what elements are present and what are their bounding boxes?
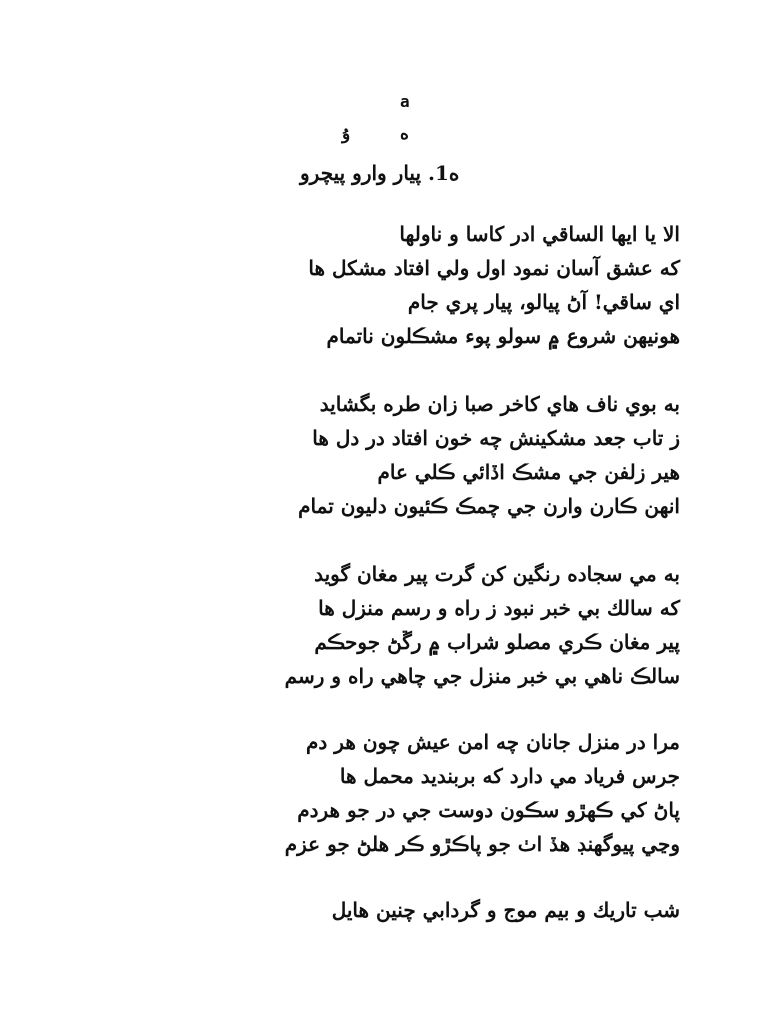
verse-line: به بوي ناف هاي كاخر صبا زان طره بگشايد: [319, 392, 680, 416]
verse-line: جرس فرياد مي دارد كه بربنديد محمل ها: [339, 764, 680, 788]
verse-line: وڃي پيوگهنڊ هڏ اٺ جو پاڪڙو ڪر هلڻ جو عزم: [284, 832, 680, 856]
verse-line: كه سالك بي خبر نبود ز راه و رسم منزل ها: [318, 596, 680, 620]
verse-line: هونيهن شروع ۾ سولو پوء مشڪلون ناتمام: [326, 324, 680, 348]
verse-line: سالڪ ناهي بي خبر منزل جي چاهي راه و رسم: [284, 664, 680, 688]
verse-line: ز تاب جعد مشكينش چه خون افتاد در دل ها: [312, 426, 680, 450]
verse-line: به مي سجاده رنگين كن گرت پير مغان گويد: [314, 562, 680, 586]
verse-line: اي ساقي! آڻ پيالو، پيار پري جام: [407, 290, 680, 314]
verse-line: پاڻ کي ڪهڙو سڪون دوست جي در جو هردم: [297, 798, 680, 822]
poem-title: ه1. پيار وارو پيچرو: [300, 161, 460, 185]
verse-line: مرا در منزل جانان چه امن عيش چون هر دم: [306, 730, 680, 754]
verse-line: شب تاريك و بيم موج و گردابي چنين هايل: [331, 898, 680, 922]
verse-line: الا يا ايها الساقي ادر كاسا و ناولها: [399, 222, 680, 246]
verse-line: كه عشق آسان نمود اول ولي افتاد مشكل ها: [308, 256, 680, 280]
verse-line: انهن ڪارن وارن جي چمڪ ڪئيون دليون تمام: [298, 494, 680, 518]
header-letter-heh: ه: [400, 124, 409, 144]
verse-line: پير مغان ڪري مصلو شراب ۾ رڱڻ جوحڪم: [314, 630, 680, 654]
header-letter-waw: ۇ: [342, 124, 351, 144]
verse-line: هير زلفن جي مشڪ اڏائي ڪلي عام: [377, 460, 680, 484]
header-letter-a: a: [400, 92, 410, 111]
